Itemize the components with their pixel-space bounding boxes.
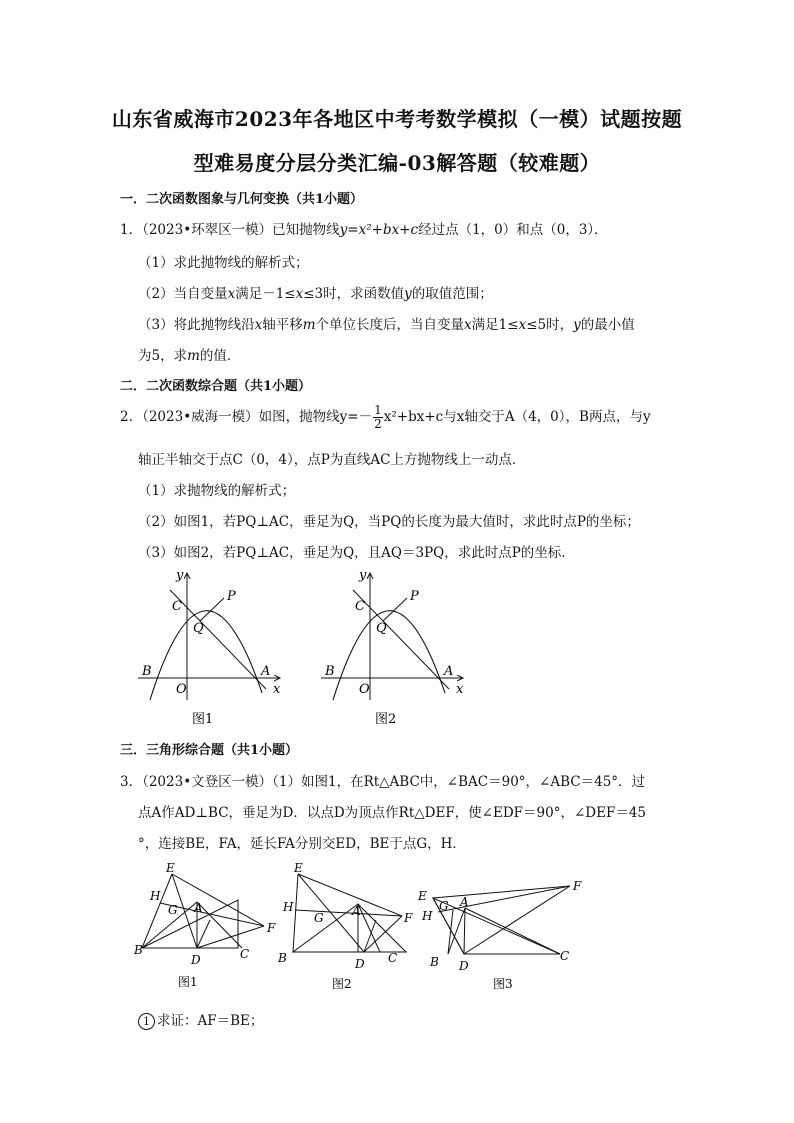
q2-fraction: [373, 404, 383, 431]
section-heading-3: 三．三角形综合题（共1小题）: [120, 743, 299, 758]
q2-figure-2: [321, 568, 464, 727]
fig3-caption: 图3: [493, 977, 513, 991]
segment-df: [197, 926, 264, 948]
label-c: C: [560, 949, 570, 963]
segment-da: [364, 920, 376, 952]
label-e: E: [294, 861, 303, 875]
fig2-caption: 图2: [375, 712, 397, 727]
label-x: x: [273, 682, 281, 697]
fig2-caption: 图2: [332, 977, 352, 991]
q3-figures: [130, 860, 600, 1000]
label-c: C: [240, 947, 250, 961]
segment-a-c: [358, 904, 380, 952]
var-x: x: [227, 286, 236, 302]
document-title-line-1: 山东省威海市2023年各地区中考考数学模拟（一模）试题按题: [111, 107, 683, 131]
q1-part-3-cont: [138, 344, 240, 364]
q2-part-2: （2）如图1，若PQ⊥AC，垂足为Q，当PQ的长度为最大值时，求此时点P的坐标；: [138, 514, 640, 530]
parabola: [333, 611, 445, 700]
label-a: A: [352, 904, 361, 918]
label-d: D: [191, 953, 201, 967]
label-f: F: [267, 921, 276, 935]
fig1-caption: 图1: [178, 975, 198, 989]
label-x: x: [456, 682, 464, 697]
label-p: P: [227, 589, 236, 604]
segment-da: [197, 920, 210, 948]
q1-p3-text-b: 轴平移: [262, 317, 303, 333]
var-m: m: [302, 317, 316, 333]
label-q: Q: [193, 621, 204, 636]
q1-suffix: 经过点（1，0）和点（0，3）．: [418, 222, 608, 238]
label-o: O: [359, 682, 370, 697]
q2-part-1: （1）求抛物线的解析式；: [138, 483, 296, 499]
q3-figure-3: [417, 879, 582, 991]
label-o: O: [176, 682, 187, 697]
q3-figure-1: [133, 861, 276, 989]
q2-stem: [120, 404, 651, 431]
triangle-abc: [142, 900, 238, 948]
label-d: D: [459, 959, 469, 973]
var-x: x: [254, 317, 263, 333]
q2-figure-1: [138, 568, 281, 727]
q3-sub1-text: 求证：AF＝BE；: [157, 1013, 264, 1029]
label-f: F: [573, 879, 582, 893]
q3-stem-line-1: 3．（2023•文登区一模）（1）如图1，在Rt△ABC中，∠BAC＝90°，∠ABC＝45°．过: [120, 774, 646, 790]
label-d: D: [355, 957, 365, 971]
q1-p3-text-g: 为5，求: [138, 348, 188, 364]
circled-number: 1: [138, 1013, 155, 1030]
q3-stem-line-3: °，连接BE，FA，延长FA分别交ED，BE于点G，H．: [138, 836, 466, 852]
q3-subpart-1: [138, 1009, 263, 1030]
label-h: H: [150, 889, 161, 903]
segment-pq: [200, 598, 224, 621]
q1-equation: y=x²+bx+c: [339, 222, 419, 238]
label-p: P: [410, 589, 419, 604]
line-ac: [170, 590, 266, 689]
q1-p3-text-f: 的最小值: [580, 317, 635, 333]
q2-eq-right: x²+bx+c: [383, 409, 444, 425]
section-heading-1: 一．二次函数图象与几何变换（共1小题）: [120, 192, 364, 207]
q1-p3-text-a: （3）将此抛物线沿: [138, 317, 255, 333]
label-b: B: [278, 951, 287, 965]
q3-figure-2: [277, 861, 413, 991]
q2-stem-line-2: 轴正半轴交于点C（0，4），点P为直线AC上方抛物线上一动点．: [138, 452, 526, 468]
q2-figures: [130, 565, 480, 730]
label-g: G: [168, 903, 178, 917]
document-title-line-2: 型难易度分层分类汇编-03解答题（较难题）: [193, 151, 601, 175]
fig1-caption: 图1: [192, 712, 214, 727]
label-a: A: [444, 664, 454, 679]
q2-prefix: 2．（2023•威海一模）如图，抛物线: [120, 409, 340, 425]
label-e: E: [166, 861, 175, 875]
q1-part-2: [138, 282, 493, 302]
label-a: A: [460, 895, 469, 909]
var-x: x: [464, 317, 472, 333]
fraction-numerator: 1: [374, 403, 382, 417]
label-h: H: [422, 909, 433, 923]
q1-p2-text-a: （2）当自变量: [138, 286, 228, 302]
fraction-denominator: 2: [374, 417, 382, 431]
label-b: B: [325, 664, 335, 679]
q1-p2-text-c: ≤3时，求函数值: [303, 286, 405, 302]
q1-p3-text-d: 满足1≤: [471, 317, 519, 333]
q1-p3-text-h: 的值．: [199, 348, 241, 364]
q1-p3-text-e: ≤5时，: [526, 317, 574, 333]
segment-ef: [433, 886, 570, 898]
label-h: H: [283, 900, 294, 914]
segment-be: [293, 874, 298, 952]
q1-p2-text-d: 的取值范围；: [411, 286, 493, 302]
label-y: y: [359, 568, 367, 583]
label-b: B: [142, 664, 152, 679]
q1-p2-text-b: 满足－1≤: [235, 286, 296, 302]
label-a: A: [194, 901, 203, 915]
q1-part-3: [138, 313, 635, 333]
segment-ad: [464, 908, 465, 954]
label-c: C: [172, 599, 182, 614]
var-y: y: [404, 286, 412, 302]
segment-ef: [172, 874, 264, 926]
line-ac: [353, 590, 449, 689]
segment-ac: [465, 908, 560, 954]
q2-after-eq: 与x轴交于A（4，0），B两点，与y: [443, 409, 651, 425]
label-g: G: [314, 911, 324, 925]
q3-stem-line-2: 点A作AD⊥BC，垂足为D．以点D为顶点作Rt△DEF，使∠EDF＝90°，∠DEF＝45: [138, 805, 647, 821]
label-b: B: [134, 943, 143, 957]
segment-df: [364, 916, 402, 952]
var-x: x: [518, 317, 527, 333]
label-q: Q: [376, 621, 387, 636]
q2-part-3: （3）如图2，若PQ⊥AC，垂足为Q，且AQ＝3PQ，求此时点P的坐标．: [138, 545, 575, 561]
label-b: B: [430, 955, 439, 969]
q1-p3-text-c: 个单位长度后，当自变量: [315, 317, 465, 333]
label-g: G: [439, 899, 449, 913]
label-c: C: [355, 599, 365, 614]
label-e: E: [418, 889, 427, 903]
var-y: y: [573, 317, 581, 333]
segment-pq: [383, 598, 407, 621]
var-x: x: [295, 286, 304, 302]
q1-prefix: 1．（2023•环翠区一模）已知抛物线: [120, 222, 340, 238]
label-y: y: [176, 568, 184, 583]
q2-eq-left: y=－: [339, 409, 373, 425]
section-heading-2: 二．二次函数综合题（共1小题）: [120, 379, 312, 394]
q1-part-1: （1）求此抛物线的解析式；: [138, 255, 309, 271]
q1-stem: [120, 218, 608, 238]
var-m: m: [187, 348, 200, 364]
label-c: C: [388, 951, 398, 965]
label-a: A: [261, 664, 271, 679]
label-f: F: [404, 911, 413, 925]
parabola: [150, 611, 262, 700]
triangle-bdc: [433, 898, 560, 954]
